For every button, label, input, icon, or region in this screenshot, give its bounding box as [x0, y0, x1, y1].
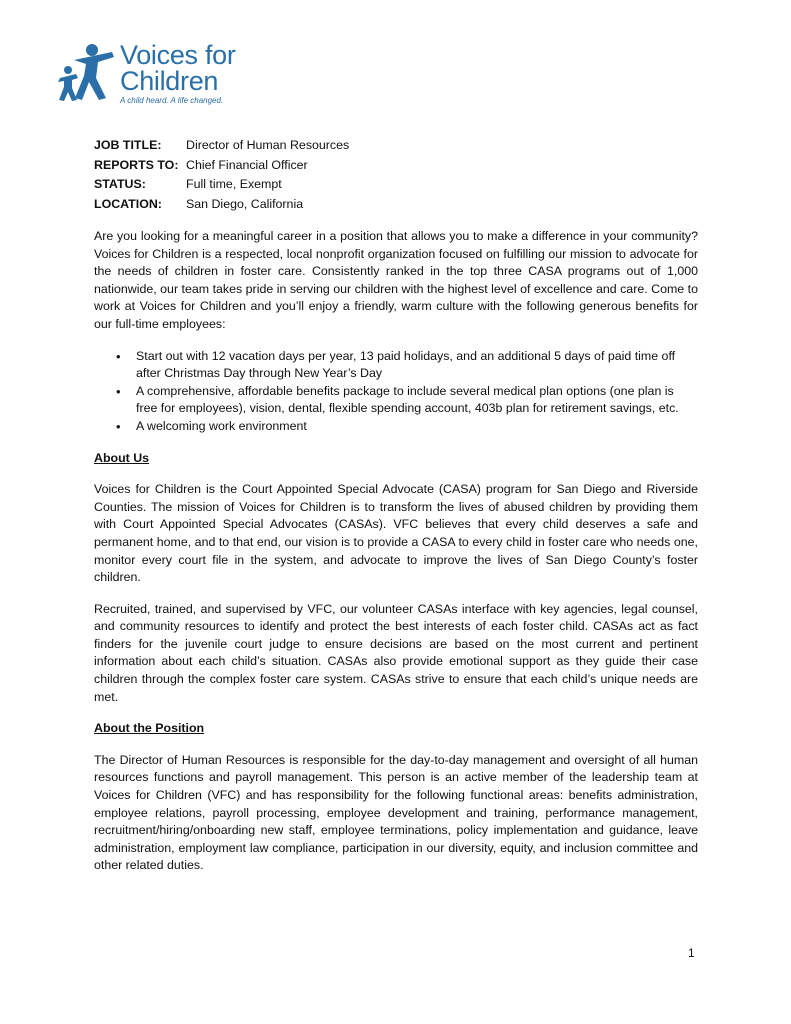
field-value: San Diego, California — [186, 196, 304, 211]
document-body — [94, 136, 698, 875]
about-us-paragraph-1: Voices for Children is the Court Appointed Special Advocate (CASA) program for San Diego and Riverside Counties. The mission of Voices for Children is to transform the lives of abused children by providing them with Court Appointed Special Advocates (CASAs). VFC believes that every child deserves a safe and permanent home, and to that end, our vision is to provide a CASA to every child in foster care who needs one, monitor every court file in the system, and advocate to improve the lives of San Diego County’s foster children. — [94, 482, 698, 585]
list-item: • A welcoming work environment — [136, 418, 698, 436]
field-location — [94, 195, 698, 215]
list-item: • Start out with 12 vacation days per year, 13 paid holidays, and an additional 5 days of paid time off after Christmas Day through New Year’s Day — [136, 348, 698, 383]
job-info-fields — [94, 136, 698, 214]
logo-text-voices-for: Voices for — [120, 40, 236, 70]
logo-text-children: Children — [120, 66, 219, 96]
voices-for-children-logo — [56, 40, 256, 110]
logo-tagline: A child heard. A life changed. — [120, 96, 224, 105]
children-figures-icon — [56, 40, 118, 102]
field-label: LOCATION: — [94, 196, 162, 211]
field-label: STATUS: — [94, 177, 146, 191]
list-item: • A comprehensive, affordable benefits package to include several medical plan options (one plan is free for employees), vision, dental, flexible spending account, 403b plan for retirement savings, etc. — [136, 383, 698, 418]
field-label: REPORTS TO: — [94, 157, 179, 172]
field-value: Chief Financial Officer — [186, 157, 308, 172]
field-status — [94, 175, 698, 195]
field-value: Director of Human Resources — [186, 138, 350, 152]
about-position-heading: About the Position — [94, 721, 205, 736]
field-value: Full time, Exempt — [186, 177, 282, 191]
field-label: JOB TITLE: — [94, 138, 162, 152]
field-reports-to — [94, 156, 698, 176]
about-us-heading: About Us — [94, 450, 150, 465]
about-position-paragraph: The Director of Human Resources is responsible for the day-to-day management and oversight of all human resources functions and payroll management. This person is an active member of the leadership team at Voices for Children (VFC) and has responsibility for the following functional areas: benefits administration, employee relations, payroll processing, employee development and training, performance management, recruitment/hiring/onboarding new staff, employee terminations, policy implementation and guidance, leave administration, employment law compliance, participation in our diversity, equity, and inclusion committee and other related duties. — [94, 752, 698, 873]
benefits-list — [94, 348, 698, 436]
about-us-paragraph-2: Recruited, trained, and supervised by VFC, our volunteer CASAs interface with key agencies, legal counsel, and community resources to identify and protect the best interests of each foster child. CASAs act as fact finders for the juvenile court judge to ensure decisions are based on the most current and pertinent information about each child’s situation. CASAs also provide emotional support as they guide their case children through the complex foster care system. CASAs strive to ensure that each child’s unique needs are met. — [94, 601, 698, 704]
intro-paragraph: Are you looking for a meaningful career in a position that allows you to make a difference in your community? Voices for Children is a respected, local nonprofit organization focused on fulfilling our mission to advocate for the needs of children in foster care. Consistently ranked in the top three CASA programs out of 1,000 nationwide, our team takes pride in serving our children with the highest level of excellence and care. Come to work at Voices for Children and you’ll enjoy a friendly, warm culture with the following generous benefits for our full-time employees: — [94, 229, 698, 331]
page-number: 1 — [688, 946, 695, 960]
field-job-title — [94, 136, 698, 156]
